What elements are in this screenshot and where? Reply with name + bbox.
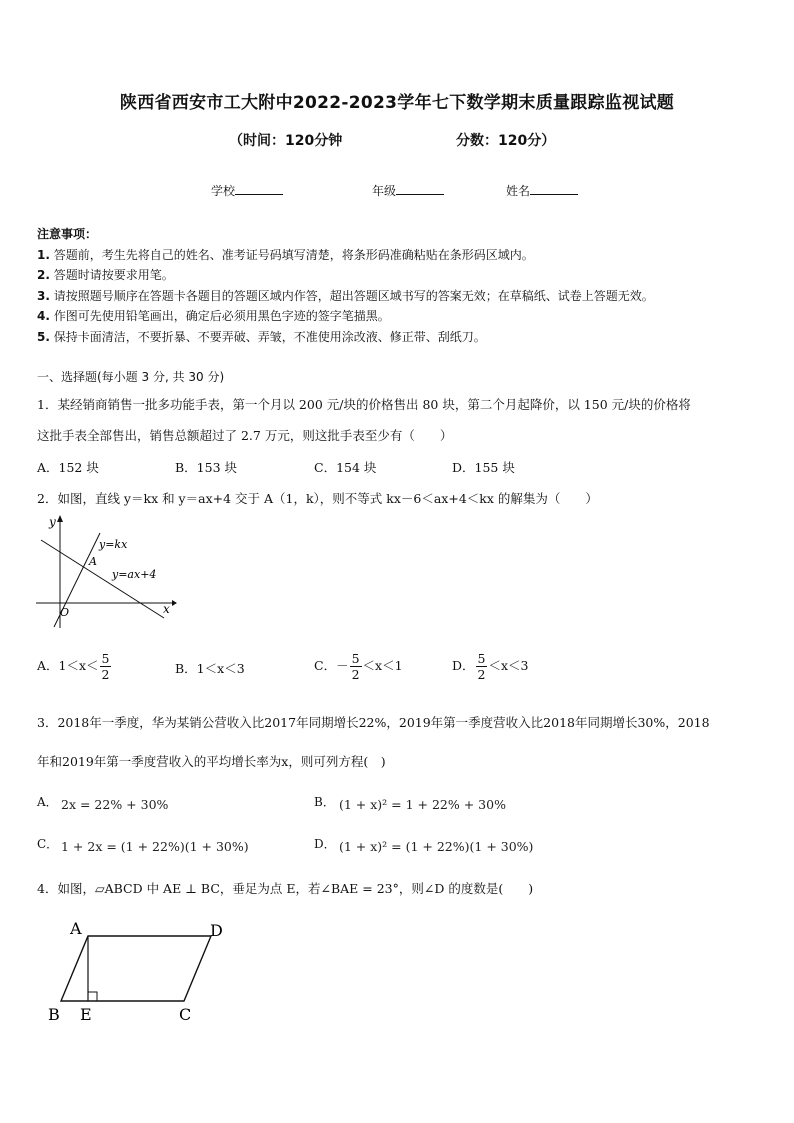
school-field: [211, 182, 283, 199]
name-label: 姓名: [506, 184, 531, 198]
point-a-label: A: [89, 555, 97, 568]
line-ax4-label: y=ax+4: [112, 568, 157, 581]
q4-parallelogram-figure: [44, 916, 244, 1028]
q2-option-a[interactable]: A．1＜x＜ $\frac{5}{2}$: [37, 651, 110, 682]
q3-option-b[interactable]: (1 + x)² = 1 + 22% + 30%: [339, 797, 506, 812]
exam-time: （时间：120分钟: [229, 133, 343, 149]
q1-option-c[interactable]: C．154 块: [314, 460, 377, 475]
name-blank[interactable]: [530, 182, 578, 195]
q3-option-c[interactable]: 1 + 2x = (1 + 22%)(1 + 30%): [61, 839, 249, 854]
notes-block: [37, 224, 654, 347]
q3-line2: 年和2019年第一季度营收入的平均增长率为x，则可列方程( ): [37, 754, 386, 769]
vertex-d-label: D: [210, 921, 223, 940]
origin-label: O: [60, 606, 70, 619]
note-item: 5. 保持卡面清洁，不要折暴、不要弄破、弄皱，不准使用涂改液、修正带、刮纸刀。: [37, 329, 486, 344]
school-blank[interactable]: [235, 182, 283, 195]
note-item: 1. 答题前，考生先将自己的姓名、准考证号码填写清楚，将条形码准确粘贴在条形码区域内。: [37, 247, 534, 262]
grade-field: [372, 182, 444, 199]
q1-option-b[interactable]: B．153 块: [175, 460, 238, 475]
y-axis-label: y: [49, 515, 56, 529]
note-item: 3. 请按照题号顺序在答题卡各题目的答题区域内作答，超出答题区域书写的答案无效；在草稿纸、试卷上答题无效。: [37, 288, 654, 303]
section-heading: 一、选择题(每小题 3 分, 共 30 分): [37, 370, 225, 384]
point-e-label: E: [80, 1005, 92, 1024]
q3-option-a[interactable]: 2x = 22% + 30%: [61, 797, 169, 812]
parallelogram-abcd: [61, 936, 211, 1001]
right-angle-mark: [88, 992, 97, 1001]
x-axis-label: x: [163, 602, 170, 616]
q2-option-b[interactable]: B．1＜x＜3: [175, 661, 245, 676]
note-item: 4. 作图可先使用铅笔画出，确定后必须用黑色字迹的签字笔描黑。: [37, 309, 390, 323]
q2-graph: [32, 512, 177, 630]
note-item: 2. 答题时请按要求用笔。: [37, 268, 174, 282]
y-axis-arrow: [57, 515, 63, 522]
grade-blank[interactable]: [396, 182, 444, 195]
q1-line1: 1．某经销商销售一批多功能手表，第一个月以 200 元/块的价格售出 80 块，第二个月起降价，以 150 元/块的价格将: [37, 397, 691, 412]
school-label: 学校: [211, 184, 236, 198]
q3-option-c-label[interactable]: C．: [37, 837, 59, 851]
q1-line2: 这批手表全部售出，销售总额超过了 2.7 万元，则这批手表至少有（ ）: [37, 428, 453, 443]
q1-option-a[interactable]: A．152 块: [37, 460, 99, 475]
q3-line1: 3．2018年一季度，华为某销公营收入比2017年同期增长22%，2019年第一季度营收入比2018年同期增长30%，2018: [37, 715, 710, 730]
q1-option-d[interactable]: D．155 块: [452, 460, 515, 475]
q2-option-c[interactable]: C．－ $\frac{5}{2}$ ＜x＜1: [314, 651, 403, 682]
vertex-c-label: C: [179, 1005, 192, 1024]
grade-label: 年级: [372, 184, 397, 198]
q3-option-a-label[interactable]: A．: [37, 795, 58, 809]
vertex-b-label: B: [48, 1005, 60, 1024]
exam-title: 陕西省西安市工大附中2022-2023学年七下数学期末质量跟踪监视试题: [119, 93, 675, 113]
q3-option-d-label[interactable]: D．: [314, 837, 336, 851]
exam-score: 分数：120分）: [456, 133, 556, 149]
q3-option-d[interactable]: (1 + x)² = (1 + 22%)(1 + 30%): [339, 839, 534, 854]
q4-stem: 4．如图，▱ABCD 中 AE ⊥ BC，垂足为点 E，若∠BAE = 23°，则∠D 的度数是( ): [37, 881, 534, 896]
q2-stem: 2．如图，直线 y＝kx 和 y＝ax+4 交于 A（1，k），则不等式 kx－6＜ax+4＜kx 的解集为（ ）: [37, 491, 598, 506]
q3-option-b-label[interactable]: B．: [314, 795, 335, 809]
q2-option-d[interactable]: D． $\frac{5}{2}$ ＜x＜3: [452, 651, 529, 682]
x-axis-arrow: [172, 600, 177, 606]
notes-heading: 注意事项：: [37, 227, 98, 241]
name-field: [506, 182, 578, 199]
vertex-a-label: A: [70, 919, 82, 938]
line-kx-label: y=kx: [99, 538, 128, 551]
